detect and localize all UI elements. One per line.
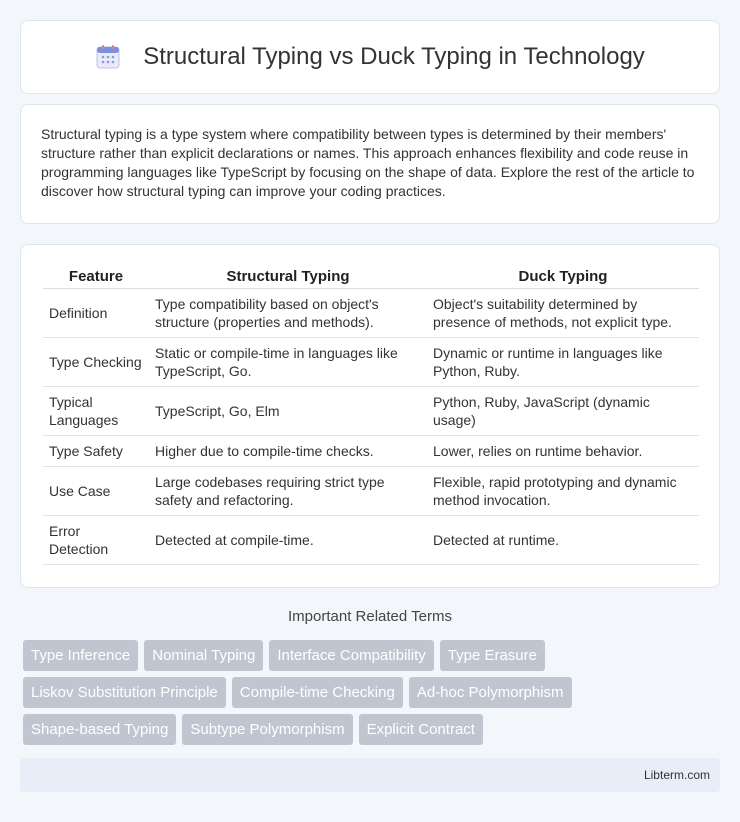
tag-interface-compatibility[interactable]: Interface Compatibility (269, 640, 433, 671)
header-duck-typing: Duck Typing (427, 265, 699, 289)
cell-duck: Lower, relies on runtime behavior. (427, 436, 699, 467)
tag-row (23, 640, 713, 671)
cell-feature: Definition (43, 289, 149, 338)
cell-feature: Type Checking (43, 338, 149, 387)
tag-shape-based-typing[interactable]: Shape-based Typing (23, 714, 176, 745)
table-row (43, 436, 699, 467)
cell-feature: Type Safety (43, 436, 149, 467)
cell-structural: Higher due to compile-time checks. (149, 436, 427, 467)
footer (20, 758, 720, 792)
table-row (43, 516, 699, 565)
tag-compile-time-checking[interactable]: Compile-time Checking (232, 677, 403, 708)
cell-feature: Use Case (43, 467, 149, 516)
comparison-table (43, 265, 699, 565)
cell-duck: Object's suitability determined by presence of methods, not explicit type. (427, 289, 699, 338)
cell-feature: Typical Languages (43, 387, 149, 436)
cell-duck: Python, Ruby, JavaScript (dynamic usage) (427, 387, 699, 436)
table-row (43, 289, 699, 338)
cell-duck: Dynamic or runtime in languages like Python, Ruby. (427, 338, 699, 387)
calendar-icon (95, 44, 121, 70)
cell-structural: Large codebases requiring strict type safety and refactoring. (149, 467, 427, 516)
table-header-row (43, 265, 699, 289)
table-row (43, 338, 699, 387)
tag-ad-hoc-polymorphism[interactable]: Ad-hoc Polymorphism (409, 677, 572, 708)
table-row (43, 467, 699, 516)
table-row (43, 387, 699, 436)
tag-row (23, 677, 713, 708)
tag-subtype-polymorphism[interactable]: Subtype Polymorphism (182, 714, 352, 745)
tag-row (23, 714, 713, 745)
cell-feature: Error Detection (43, 516, 149, 565)
cell-duck: Flexible, rapid prototyping and dynamic method invocation. (427, 467, 699, 516)
related-terms-title: Important Related Terms (288, 608, 452, 625)
related-terms (23, 640, 713, 751)
intro-text: Structural typing is a type system where compatibility between types is determined by their members' structure rather than explicit declarations or names. This approach enhances flexibility and code reuse in programming languages like TypeScript by focusing on the shape of data. Explore the rest of the article to discover how structural typing can improve your coding practices. (41, 126, 695, 199)
tag-nominal-typing[interactable]: Nominal Typing (144, 640, 263, 671)
page-title: Structural Typing vs Duck Typing in Technology (143, 43, 645, 70)
cell-structural: TypeScript, Go, Elm (149, 387, 427, 436)
cell-structural: Detected at compile-time. (149, 516, 427, 565)
footer-brand-link[interactable]: Libterm.com (643, 768, 710, 782)
tag-type-erasure[interactable]: Type Erasure (440, 640, 545, 671)
tag-type-inference[interactable]: Type Inference (23, 640, 138, 671)
title-card (20, 20, 720, 94)
cell-structural: Type compatibility based on object's structure (properties and methods). (149, 289, 427, 338)
tag-liskov-substitution-principle[interactable]: Liskov Substitution Principle (23, 677, 226, 708)
intro-card (20, 104, 720, 224)
comparison-table-card (20, 244, 720, 588)
header-feature: Feature (43, 265, 149, 289)
header-structural-typing: Structural Typing (149, 265, 427, 289)
cell-duck: Detected at runtime. (427, 516, 699, 565)
cell-structural: Static or compile-time in languages like TypeScript, Go. (149, 338, 427, 387)
tag-explicit-contract[interactable]: Explicit Contract (359, 714, 483, 745)
